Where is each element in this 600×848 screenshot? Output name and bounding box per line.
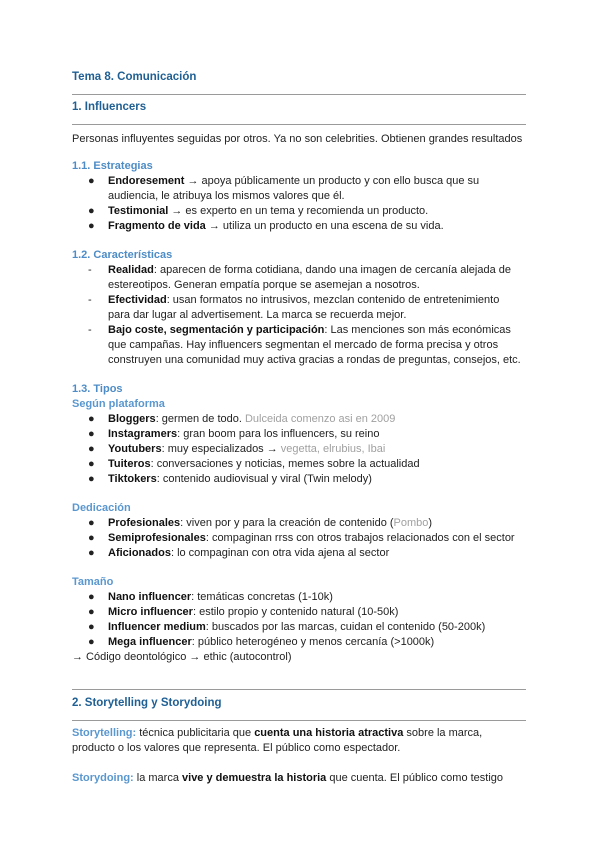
list-item: ● Mega influencer: público heterogéneo y menos cercanía (>1000k) [88, 636, 435, 648]
estrategias-title: 1.1. Estrategias [72, 160, 153, 172]
title-rule [72, 94, 526, 95]
list-item: ● Endoresement → apoya públicamente un producto y con ello busca que su audiencia, le atribuya los mismos valores que él. [88, 175, 480, 202]
bullet-marker: ● [88, 532, 95, 544]
list-item: ● Micro influencer: estilo propio y contenido natural (10-50k) [88, 606, 399, 618]
dash-marker: - [88, 264, 92, 276]
list-item: ● Nano influencer: temáticas concretas (1-10k) [88, 591, 333, 603]
dash-marker: - [88, 324, 92, 336]
list-item: ● Testimonial → es experto en un tema y recomienda un producto. [88, 205, 429, 217]
bullet-marker: ● [88, 473, 95, 485]
storytelling-label: Storytelling: [72, 727, 137, 739]
section-2-title: 2. Storytelling y Storydoing [72, 697, 222, 709]
tamano-list [72, 590, 526, 650]
storytelling-paragraph: Storytelling: técnica publicitaria que cuenta una historia atractiva sobre la marca, producto o los valores que representa. El público como espectador. [72, 727, 483, 754]
tipos-title: 1.3. Tipos [72, 383, 123, 395]
list-item: ● Fragmento de vida → utiliza un producto en una escena de su vida. [88, 220, 444, 232]
bullet-marker: ● [88, 413, 95, 425]
list-item: ● Bloggers: germen de todo. Dulceida comenzo asi en 2009 [88, 413, 396, 425]
bullet-marker: ● [88, 547, 95, 559]
list-item: ● Semiprofesionales: compaginan rrss con otros trabajos relacionados con el sector [88, 532, 515, 544]
bullet-marker: ● [88, 175, 95, 187]
plataforma-list [72, 412, 526, 487]
storydoing-paragraph: Storydoing: la marca vive y demuestra la historia que cuenta. El público como testigo [72, 772, 504, 784]
document-page [72, 70, 526, 786]
caracteristicas-list [72, 263, 526, 368]
doc-title: Tema 8. Comunicación [72, 71, 197, 83]
section-2-rule [72, 720, 526, 721]
caracteristicas-title: 1.2. Características [72, 249, 173, 261]
bullet-marker: ● [88, 636, 95, 648]
list-item: ● Profesionales: viven por y para la creación de contenido (Pombo) [88, 517, 433, 529]
list-item: ● Tiktokers: contenido audiovisual y viral (Twin melody) [88, 473, 372, 485]
list-item: ● Aficionados: lo compaginan con otra vida ajena al sector [88, 547, 390, 559]
bullet-marker: ● [88, 621, 95, 633]
bullet-marker: ● [88, 517, 95, 529]
list-item: - Efectividad: usan formatos no intrusivos, mezclan contenido de entretenimiento para dar lugar al advertisement. La marca se recuerda mejor. [88, 294, 500, 321]
plataforma-title: Según plataforma [72, 398, 165, 410]
list-item: - Realidad: aparecen de forma cotidiana, dando una imagen de cercanía alejada de estereotipos. Generan empatía porque se asemejan a nosotros. [88, 264, 511, 291]
list-item: ● Tuiteros: conversaciones y noticias, memes sobre la actualidad [88, 458, 420, 470]
dash-marker: - [88, 294, 92, 306]
bullet-marker: ● [88, 428, 95, 440]
bullet-marker: ● [88, 458, 95, 470]
list-item: - Bajo coste, segmentación y participación: Las menciones son más económicas que campañas. Hay influencers segmentan el mercado de forma precisa y otros construyen una comunidad muy activa gracias a rondas de preguntas, consejos, etc. [88, 324, 521, 366]
tamano-title: Tamaño [72, 576, 114, 588]
section-2-top-rule [72, 689, 526, 690]
dedicacion-list [72, 516, 526, 561]
list-item: ● Influencer medium: buscados por las marcas, cuidan el contenido (50-200k) [88, 621, 486, 633]
list-item: ● Youtubers: muy especializados → vegetta, elrubius, Ibai [88, 443, 386, 455]
storydoing-label: Storydoing: [72, 772, 134, 784]
estrategias-list [72, 174, 526, 234]
dedicacion-title: Dedicación [72, 502, 131, 514]
bullet-marker: ● [88, 443, 95, 455]
bullet-marker: ● [88, 606, 95, 618]
section-1-title: 1. Influencers [72, 101, 147, 113]
list-item: ● Instagramers: gran boom para los influencers, su reino [88, 428, 380, 440]
tamano-footer: → Código deontológico → ethic (autocontrol) [72, 651, 292, 663]
bullet-marker: ● [88, 205, 95, 217]
section-1-intro: Personas influyentes seguidas por otros. Ya no son celebrities. Obtienen grandes resultados [72, 133, 523, 145]
section-1-rule [72, 124, 526, 125]
bullet-marker: ● [88, 220, 95, 232]
bullet-marker: ● [88, 591, 95, 603]
